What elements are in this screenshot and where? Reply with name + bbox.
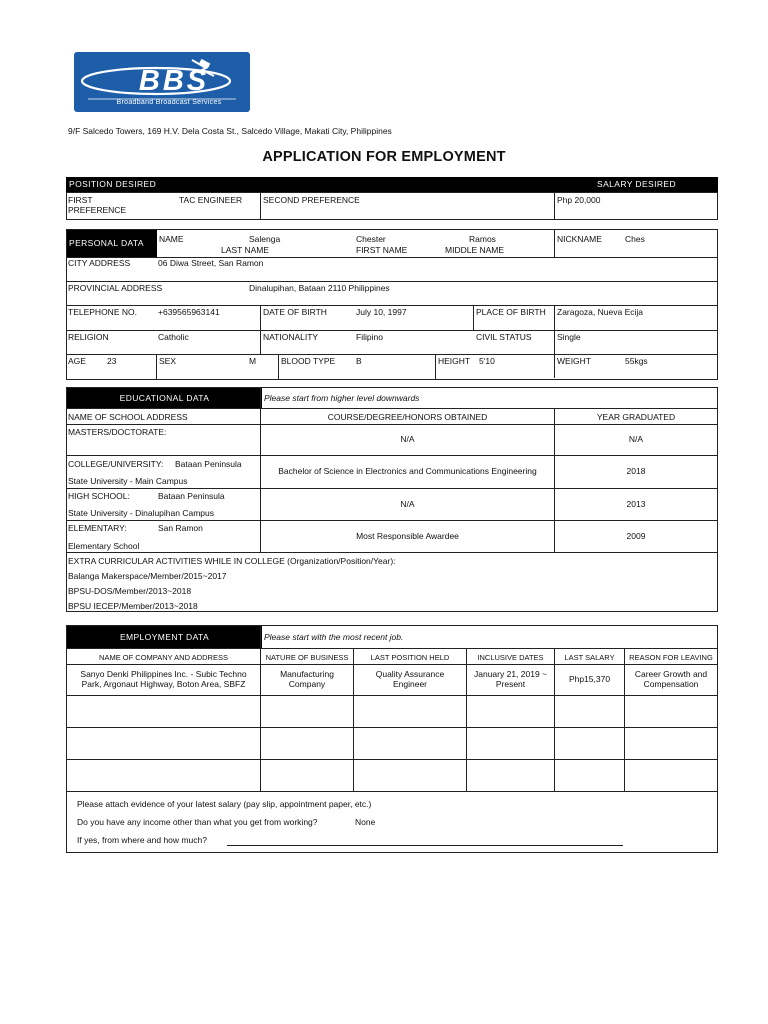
middle-name-value: Ramos [469,234,496,244]
telephone-value: +639565963141 [158,307,220,317]
position-box [66,192,718,220]
position-line-2: Engineer [392,679,428,689]
masters-label: MASTERS/DOCTORATE: [68,427,167,437]
other-income-question: Do you have any income other than what you get from working? [77,817,318,827]
dob-label: DATE OF BIRTH [263,307,327,317]
col-reason-header: REASON FOR LEAVING [629,653,713,662]
education-header-bar [67,388,262,408]
hs-year: 2013 [626,499,646,509]
religion-value: Catholic [158,332,189,342]
elem-course: Most Responsible Awardee [356,531,459,541]
blood-type-label: BLOOD TYPE [281,356,336,366]
masters-year: N/A [628,434,644,444]
salary-desired-value: Php 20,000 [557,195,601,205]
weight-label: WEIGHT [557,356,591,366]
logo-subtext: Broadband Broadcast Services [116,99,222,106]
nationality-label: NATIONALITY [263,332,319,342]
nickname-label: NICKNAME [557,234,602,244]
nationality-value: Filipino [356,332,383,342]
city-address-label: CITY ADDRESS [68,258,131,268]
reason-line-2: Compensation [643,679,699,689]
personal-data-box [66,229,718,380]
elem-label: ELEMENTARY: [68,523,127,533]
sex-label: SEX [159,356,177,366]
position-header-bar [66,177,718,192]
col-school-header: NAME OF SCHOOL ADDRESS [68,412,188,422]
city-address-value: 06 Diwa Street, San Ramon [158,258,264,268]
college-course: Bachelor of Science in Electronics and Communications Engineering [278,466,537,476]
employment-header-bar [67,626,262,648]
company-line-2: Park, Argonaut Highway, Boton Area, SBFZ [81,679,246,689]
first-preference-value: TAC ENGINEER [179,195,243,205]
company-address: 9/F Salcedo Towers, 169 H.V. Dela Costa St., Salcedo Village, Makati City, Philippines [68,126,392,136]
reason-line-1: Career Growth and [634,669,708,679]
college-school-1: Bataan Peninsula [175,459,242,469]
education-header: EDUCATIONAL DATA [119,393,210,403]
col-salary-header: LAST SALARY [564,653,615,662]
pob-value: Zaragoza, Nueva Ecija [557,307,643,317]
height-value: 5'10 [479,356,495,366]
second-preference-label: SECOND PREFERENCE [263,195,360,205]
college-school-2: State University - Main Campus [68,476,188,486]
hs-school-2: State University - Dinalupihan Campus [68,508,214,518]
if-yes-answer-line[interactable] [227,845,623,846]
education-note: Please start from higher level downwards [264,393,420,403]
provincial-address-value: Dinalupihan, Bataan 2110 Philippines [249,283,390,293]
extra-curricular-label: EXTRA CURRICULAR ACTIVITIES WHILE IN COLLEGE (Organization/Position/Year): [68,556,396,566]
dob-value: July 10, 1997 [356,307,407,317]
personal-header: PERSONAL DATA [69,238,144,248]
hs-label: HIGH SCHOOL: [68,491,130,501]
nickname-value: Ches [625,234,645,244]
education-box [66,387,718,612]
hs-course: N/A [400,499,415,509]
weight-value: 55kgs [625,356,648,366]
position-line-1: Quality Assurance [375,669,445,679]
middle-name-label: MIDDLE NAME [445,245,505,255]
employment-note: Please start with the most recent job. [264,632,404,642]
nature-line-2: Company [288,679,326,689]
pob-label: PLACE OF BIRTH [476,307,546,317]
civil-status-label: CIVIL STATUS [476,332,532,342]
col-course-header: COURSE/DEGREE/HONORS OBTAINED [327,412,488,422]
col-dates-header: INCLUSIVE DATES [477,653,544,662]
position-header: POSITION DESIRED [69,179,157,189]
extra-item: BPSU IECEP/Member/2013~2018 [68,601,198,611]
form-title: APPLICATION FOR EMPLOYMENT [262,149,506,165]
religion-label: RELIGION [68,332,109,342]
civil-status-value: Single [557,332,581,342]
elem-school-1: San Ramon [158,523,203,533]
provincial-address-label: PROVINCIAL ADDRESS [68,283,163,293]
dates-line-1: January 21, 2019 ~ [473,669,547,679]
masters-course: N/A [400,434,415,444]
company-logo [74,52,250,112]
col-company-header: NAME OF COMPANY AND ADDRESS [99,653,228,662]
age-label: AGE [68,356,86,366]
dates-line-2: Present [495,679,526,689]
blood-type-value: B [356,356,362,366]
last-name-label: LAST NAME [221,245,270,255]
first-name-value: Chester [356,234,386,244]
elem-school-2: Elementary School [68,541,140,551]
first-name-label: FIRST NAME [356,245,408,255]
last-name-value: Salenga [249,234,281,244]
nature-line-1: Manufacturing [280,669,334,679]
attach-note: Please attach evidence of your latest salary (pay slip, appointment paper, etc.) [77,799,372,809]
employment-header: EMPLOYMENT DATA [119,632,210,642]
col-nature-header: NATURE OF BUSINESS [265,653,349,662]
other-income-answer: None [355,817,376,827]
age-value: 23 [107,356,117,366]
college-year: 2018 [626,466,646,476]
elem-year: 2009 [626,531,646,541]
height-label: HEIGHT [438,356,471,366]
first-preference-label: FIRST PREFERENCE [68,195,127,215]
company-line-1: Sanyo Denki Philippines Inc. - Subic Techno [80,669,247,679]
hs-school-1: Bataan Peninsula [158,491,225,501]
col-year-header: YEAR GRADUATED [596,412,676,422]
logo-text: BBS [138,65,210,97]
if-yes-question: If yes, from where and how much? [77,835,207,845]
sex-value: M [249,356,257,366]
college-label: COLLEGE/UNIVERSITY: [68,459,164,469]
telephone-label: TELEPHONE NO. [68,307,137,317]
employment-box [66,625,718,853]
name-label: NAME [159,234,184,244]
extra-item: Balanga Makerspace/Member/2015~2017 [68,571,227,581]
col-position-header: LAST POSITION HELD [370,653,450,662]
personal-header-bar [67,230,157,257]
extra-item: BPSU-DOS/Member/2013~2018 [68,586,192,596]
last-salary-value: Php15,370 [568,674,611,684]
salary-header: SALARY DESIRED [597,179,676,189]
